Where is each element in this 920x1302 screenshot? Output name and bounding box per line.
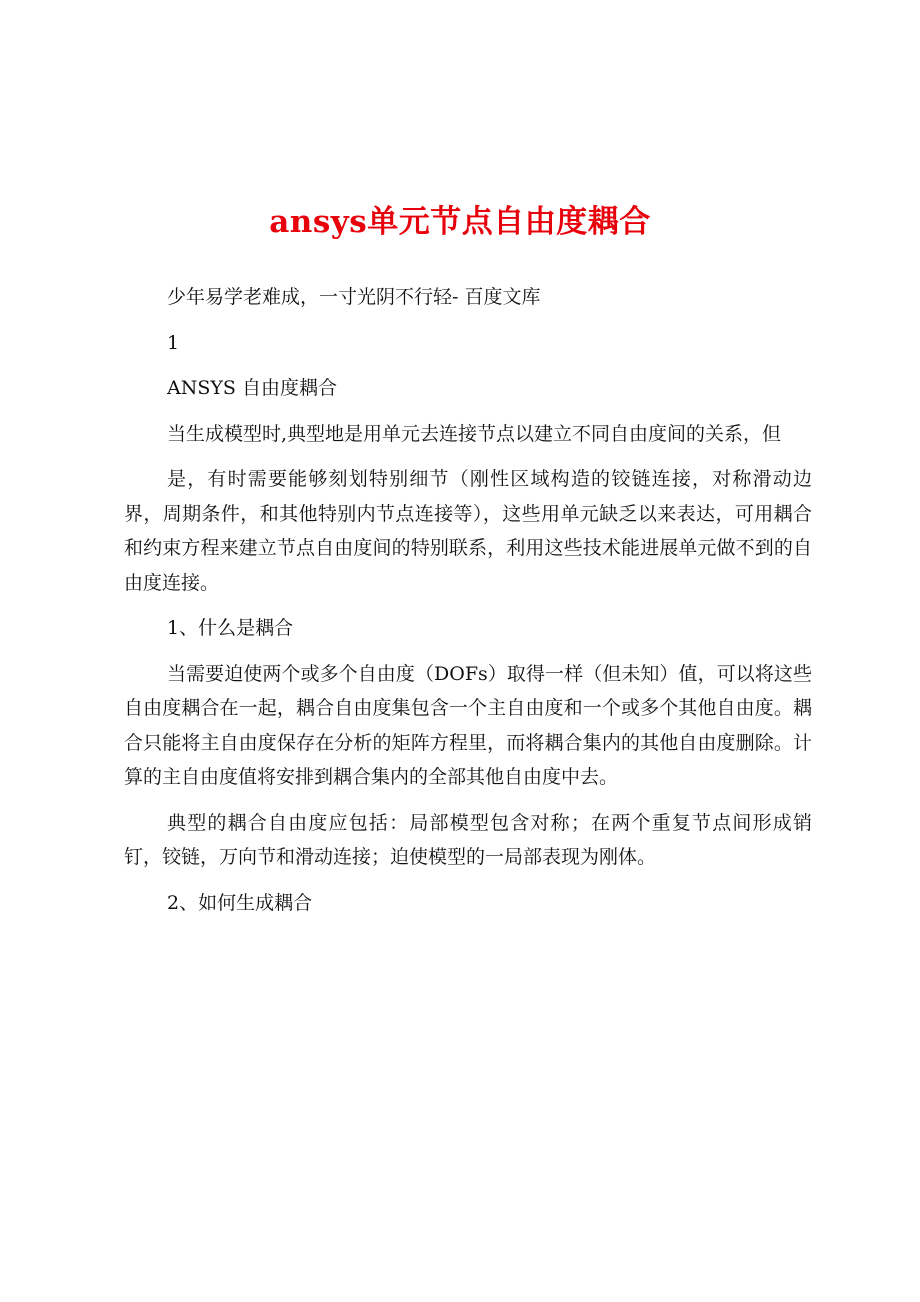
body-paragraph: 当需要迫使两个或多个自由度（DOFs）取得一样（但未知）值，可以将这些自由度耦合在一起，耦合自由度集包含一个主自由度和一个或多个其他自由度。耦合只能将主自由度保存在分析的矩阵方程里，而将耦合集内的其他自由度删除。计算的主自由度值将安排到耦合集内的全部其他自由度中去。 [124,662,812,788]
body-paragraph: 典型的耦合自由度应包括：局部模型包含对称；在两个重复节点间形成销钉，铰链，万向节和滑动连接；迫使模型的一局部表现为刚体。 [124,811,812,868]
body-paragraph: 当生成模型时,典型地是用单元去连接节点以建立不同自由度间的关系，但 [167,422,782,445]
section-heading: ANSYS 自由度耦合 [167,377,337,399]
document-title: ansys单元节点自由度耦合 [269,204,651,240]
header-line: 少年易学老难成，一寸光阴不行轻- 百度文库 [167,286,541,308]
body-paragraph: 是，有时需要能够刻划特别细节（刚性区域构造的铰链连接，对称滑动边界，周期条件，和其他特别内节点连接等），这些用单元缺乏以来表达，可用耦合和约束方程来建立节点自由度间的特别联系，利用这些技术能进展单元做不到的自由度连接。 [124,468,812,594]
subsection-heading: 2、如何生成耦合 [167,891,313,914]
subsection-heading: 1、什么是耦合 [167,617,294,639]
document-body [124,280,812,931]
page-number: 1 [167,331,180,354]
